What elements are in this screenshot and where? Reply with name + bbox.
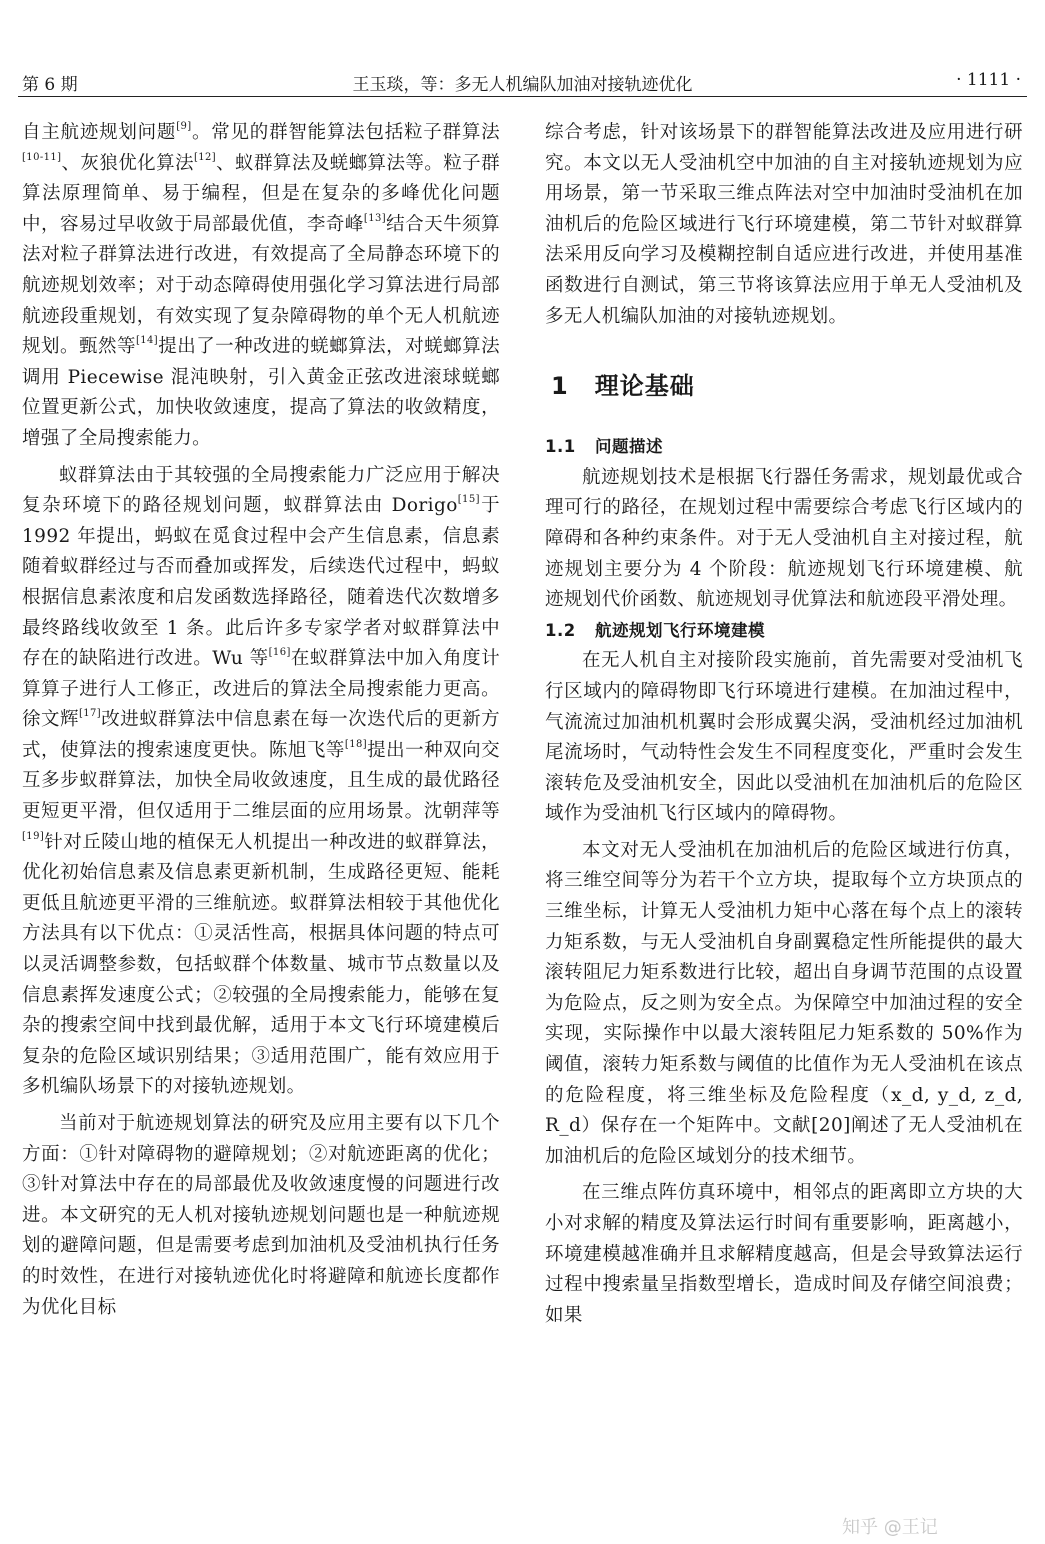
paragraph: 自主航迹规划问题[9]。常见的群智能算法包括粒子群算法[10-11]、灰狼优化算法[12]、蚁群算法及蜣螂算法等。粒子群算法原理简单、易于编程，但是在复杂的多峰优化问题中，容易过早收敛于局部最优值，李奇峰[13]结合天牛须算法对粒子群算法进行改进，有效提高了全局静态环境下的航迹规划效率；对于动态障碍使用强化学习算法进行局部航迹段重规划，有效实现了复杂障碍物的单个无人机航迹规划。甄然等[14]提出了一种改进的蜣螂算法，对蜣螂算法调用 Piecewise 混沌映射，引入黄金正弦改进滚球蜣螂位置更新公式，加快收敛速度，提高了算法的收敛精度，增强了全局搜索能力。 [22, 121, 501, 449]
subsection-heading: 1.1 问题描述 [545, 437, 663, 457]
page-number: · 1111 · [956, 70, 1021, 90]
left-column [22, 118, 500, 1323]
paragraph: 当前对于航迹规划算法的研究及应用主要有以下几个方面：①针对障碍物的避障规划；②对航迹距离的优化；③针对算法中存在的局部最优及收敛速度慢的问题进行改进。本文研究的无人机对接轨迹规划问题也是一种航迹规划的避障问题，但是需要考虑到加油机及受油机执行任务的时效性，在进行对接轨迹优化时将避障和航迹长度都作为优化目标 [22, 1113, 500, 1318]
paragraph: 本文对无人受油机在加油机后的危险区域进行仿真，将三维空间等分为若干个立方块，提取每个立方块顶点的三维坐标，计算无人受油机力矩中心落在每个点上的滚转力矩系数，与无人受油机自身副翼稳定性所能提供的最大滚转阻尼力矩系数进行比较，超出自身调节范围的点设置为危险点，反之则为安全点。为保障空中加油过程的安全实现，实际操作中以最大滚转阻尼力矩系数的 50%作为阈值，滚转力矩系数与阈值的比值作为无人受油机在该点的危险程度，将三维坐标及危险程度（x_d, y_d, z_d, R_d）保存在一个矩阵中。文献[20]阐述了无人受油机在加油机后的危险区域划分的技术细节。 [545, 839, 1023, 1167]
running-header [18, 68, 1027, 97]
paragraph: 航迹规划技术是根据飞行器任务需求，规划最优或合理可行的路径，在规划过程中需要综合考虑飞行区域内的障碍和各种约束条件。对于无人受油机自主对接过程，航迹规划主要分为 4 个阶段：航迹规划飞行环境建模、航迹规划代价函数、航迹规划寻优算法和航迹段平滑处理。 [545, 466, 1023, 611]
right-column [545, 118, 1023, 1331]
watermark: 知乎 @王记 [842, 1517, 938, 1538]
paragraph: 在无人机自主对接阶段实施前，首先需要对受油机飞行区域内的障碍物即飞行环境进行建模。在加油过程中，气流流过加油机机翼时会形成翼尖涡，受油机经过加油机尾流场时，气动特性会发生不同程度变化，严重时会发生滚转危及受油机安全，因此以受油机在加油机后的危险区域作为受油机飞行区域内的障碍物。 [545, 650, 1023, 825]
running-title: 王玉琰，等：多无人机编队加油对接轨迹优化 [352, 75, 693, 95]
issue-number: 第 6 期 [22, 75, 78, 95]
subsection-heading: 1.2 航迹规划飞行环境建模 [545, 620, 765, 640]
paragraph: 在三维点阵仿真环境中，相邻点的距离即立方块的大小对求解的精度及算法运行时间有重要影响，距离越小，环境建模越准确并且求解精度越高，但是会导致算法运行过程中搜索量呈指数型增长，造成时间及存储空间浪费；如果 [545, 1182, 1023, 1326]
paragraph: 综合考虑，针对该场景下的群智能算法改进及应用进行研究。本文以无人受油机空中加油的自主对接轨迹规划为应用场景，第一节采取三维点阵法对空中加油时受油机在加油机后的危险区域进行飞行环境建模，第二节针对蚁群算法采用反向学习及模糊控制自适应进行改进，并使用基准函数进行自测试，第三节将该算法应用于单无人受油机及多无人机编队加油的对接轨迹规划。 [545, 122, 1023, 327]
section-heading: 1 理论基础 [551, 372, 695, 401]
paragraph: 蚁群算法由于其较强的全局搜索能力广泛应用于解决复杂环境下的路径规划问题，蚁群算法由 Dorigo[15]于 1992 年提出，蚂蚁在觅食过程中会产生信息素，信息素随着蚁群经过与否而叠加或挥发，后续迭代过程中，蚂蚁根据信息素浓度和启发函数选择路径，随着迭代次数增多最终路线收敛至 1 条。此后许多专家学者对蚁群算法中存在的缺陷进行改进。Wu 等[16]在蚁群算法中加入角度计算算子进行人工修正，改进后的算法全局搜索能力更高。徐文辉[17]改进蚁群算法中信息素在每一次迭代后的更新方式，使算法的搜索速度更快。陈旭飞等[18]提出一种双向交互多步蚁群算法，加快全局收敛速度，且生成的最优路径更短更平滑，但仅适用于二维层面的应用场景。沈朝萍等[19]针对丘陵山地的植保无人机提出一种改进的蚁群算法，优化初始信息素及信息素更新机制，生成路径更短、能耗更低且航迹更平滑的三维航迹。蚁群算法相较于其他优化方法具有以下优点：①灵活性高，根据具体问题的特点可以灵活调整参数，包括蚁群个体数量、城市节点数量以及信息素挥发速度公式；②较强的全局搜索能力，能够在复杂的搜索空间中找到最优解，适用于本文飞行环境建模后复杂的危险区域识别结果；③适用范围广，能有效应用于多机编队场景下的对接轨迹规划。 [22, 464, 501, 1098]
